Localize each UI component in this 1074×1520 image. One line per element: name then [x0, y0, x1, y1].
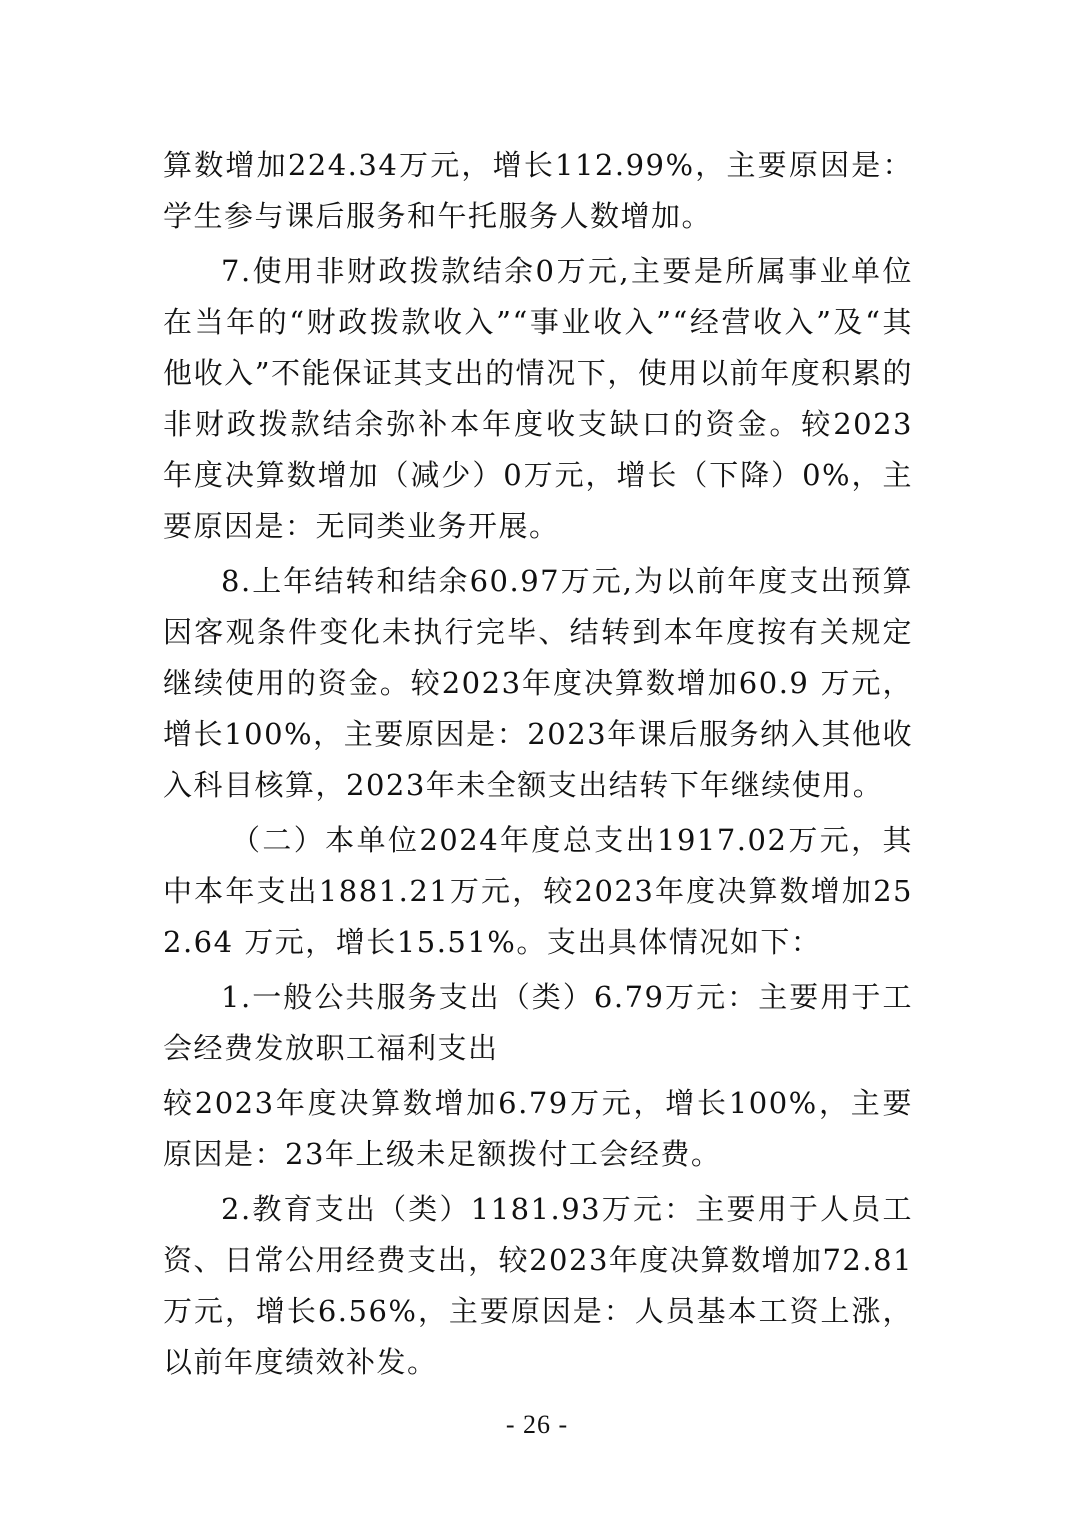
paragraph-4: （二）本单位2024年度总支出1917.02万元，其中本年支出1881.21万元，较2023年度决算数增加252.64 万元，增长15.51%。支出具体情况如下： — [163, 823, 913, 959]
paragraph-7: 2.教育支出（类）1181.93万元：主要用于人员工资、日常公用经费支出，较2023年度决算数增加72.81万元，增长6.56%，主要原因是：人员基本工资上涨，以前年度绩效补发。 — [163, 1192, 913, 1379]
page-number: - 26 - — [505, 1410, 569, 1439]
paragraph-5: 1.一般公共服务支出（类）6.79万元：主要用于工会经费发放职工福利支出 — [163, 980, 913, 1065]
paragraph-3: 8.上年结转和结余60.97万元,为以前年度支出预算因客观条件变化未执行完毕、结转到本年度按有关规定继续使用的资金。较2023年度决算数增加60.9 万元，增长100%，主要原因是：2023年课后服务纳入其他收入科目核算，2023年未全额支出结转下年继续使用。 — [163, 564, 913, 802]
paragraph-1: 算数增加224.34万元，增长112.99%，主要原因是：学生参与课后服务和午托服务人数增加。 — [163, 148, 913, 233]
paragraph-2: 7.使用非财政拨款结余0万元,主要是所属事业单位在当年的“财政拨款收入”“事业收入”“经营收入”及“其他收入”不能保证其支出的情况下，使用以前年度积累的非财政拨款结余弥补本年度收支缺口的资金。较2023年度决算数增加（减少）0万元，增长（下降）0%，主要原因是：无同类业务开展。 — [163, 254, 913, 543]
paragraph-6: 较2023年度决算数增加6.79万元，增长100%，主要原因是：23年上级未足额拨付工会经费。 — [163, 1086, 913, 1171]
document-body — [163, 140, 913, 1392]
